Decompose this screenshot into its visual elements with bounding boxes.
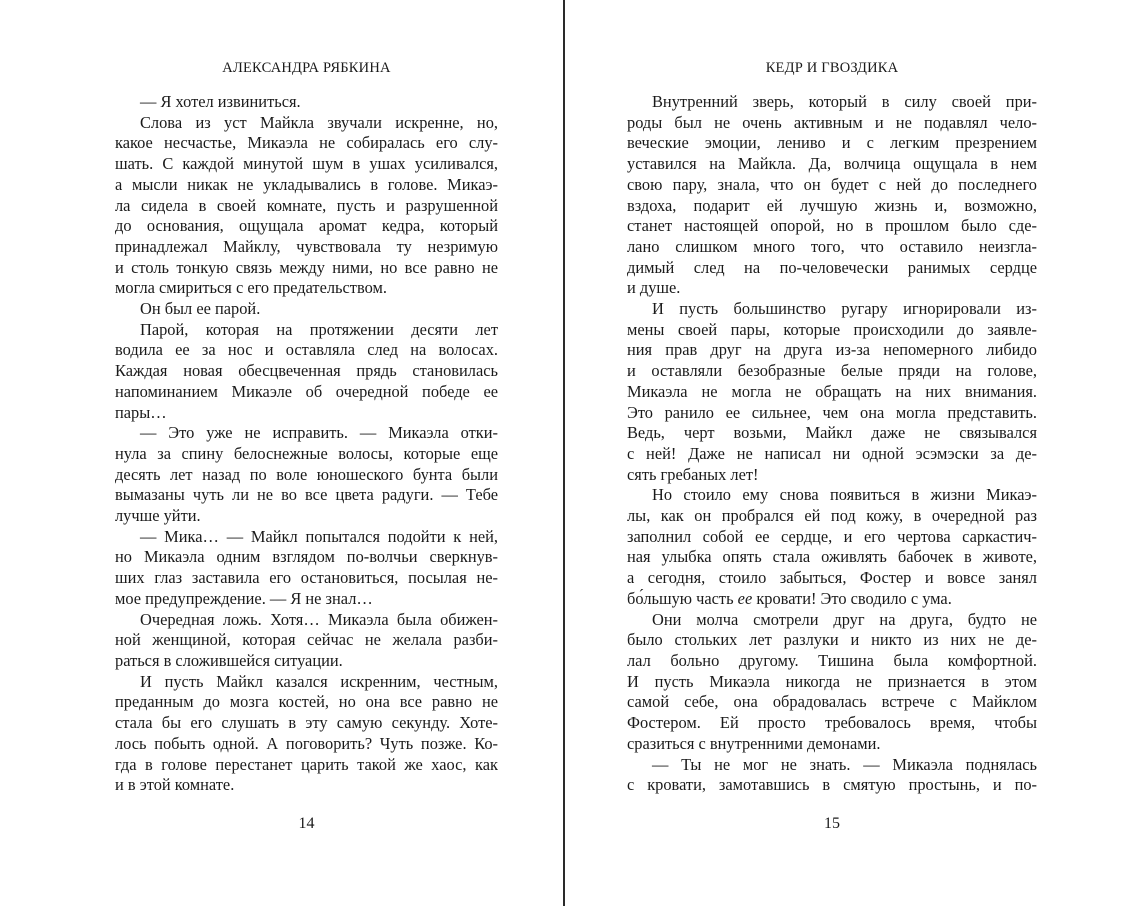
text-line: лось побыть одной. А поговорить? Чуть позже. Ко-: [115, 733, 498, 753]
page-number-right: 15: [824, 815, 840, 832]
text-line: Внутренний зверь, который в силу своей при-: [652, 92, 1037, 111]
text-line: пары…: [115, 402, 167, 422]
text-line: водила ее за нос и оставляла след на волосах.: [115, 340, 498, 360]
text-line: сразиться с внутренними демонами.: [627, 733, 881, 753]
text-line: свою пару, знала, что он будет с ней до последнего: [627, 174, 1037, 194]
text-line: лы, как он пробрался ей под кожу, в очередной раз: [627, 506, 1037, 526]
text-line: стала бы его слушать в эту самую секунду. Хоте-: [115, 713, 498, 733]
text-line: Микаэла не могла не обращать на них внимания.: [627, 381, 1037, 401]
right-page-body: [627, 92, 1037, 796]
text-line: уставился на Майкла. Да, волчица ощущала в нем: [627, 154, 1037, 174]
right-page: [627, 0, 1037, 906]
text-line: Но стоило ему снова появиться в жизни Микаэ-: [652, 485, 1037, 505]
text-line: а мысли никак не укладывались в голове. Микаэ-: [115, 174, 498, 194]
text-line: ла сидела в своей комнате, пусть и разрушенной: [115, 195, 498, 215]
text-line: мены своей пары, которые происходили до заявле-: [627, 319, 1037, 339]
text-line: роды был не очень активным и не подавлял чело-: [627, 112, 1037, 132]
text-line: бо́льшую часть ее кровати! Это сводило с ума.: [627, 588, 952, 608]
text-line: Ведь, черт возьми, Майкл даже не связывался: [627, 423, 1037, 443]
text-line: с кровати, замотавшись в смятую простынь, и по-: [627, 775, 1037, 795]
text-line: напоминанием Микаэле об очередной победе ее: [115, 381, 498, 401]
text-line: ной женщиной, которая сейчас не желала разби-: [115, 630, 498, 650]
text-line: заполнил собой ее сердце, и его чертова саркастич-: [627, 526, 1037, 546]
text-line: преданным до мозга костей, но она все равно не: [115, 692, 498, 712]
left-page: [115, 0, 498, 906]
text-line: веческие эмоции, лениво и с легким презрением: [627, 133, 1037, 153]
text-line: Это ранило ее сильнее, чем она могла представить.: [627, 402, 1037, 422]
text-line: И пусть Микаэла никогда не признается в этом: [627, 671, 1037, 691]
text-line: и в этой комнате.: [115, 775, 235, 795]
text-line: сять гребаных лет!: [627, 464, 759, 484]
text-line: десять лет назад по воле юношеского бунта были: [115, 464, 498, 484]
text-line: раться в сложившейся ситуации.: [115, 650, 343, 670]
text-line: а сегодня, стоило забыться, Фостер и вовсе занял: [627, 568, 1037, 588]
text-line: — Мика… — Майкл попытался подойти к ней,: [140, 526, 498, 546]
text-line: принадлежал Майклу, чувствовала ту незримую: [115, 236, 498, 256]
text-line: И пусть Майкл казался искренним, честным,: [140, 671, 498, 691]
text-line: ния прав друг на друга из-за непомерного либидо: [627, 340, 1037, 360]
text-line: лучше уйти.: [115, 506, 201, 526]
text-line: какое несчастье, Микаэла не собиралась его слу-: [115, 133, 498, 153]
left-page-body: [115, 92, 498, 796]
text-line: лано слишком много того, что оставило неизгла-: [627, 236, 1037, 256]
text-line: ших глаз заставила его остановиться, посылая не-: [115, 568, 498, 588]
text-line: вздоха, подарит ей лучшую жизнь и, возможно,: [627, 195, 1037, 215]
text-line: — Это уже не исправить. — Микаэла отки-: [140, 423, 498, 443]
text-line: — Ты не мог не знать. — Микаэла поднялась: [652, 754, 1037, 774]
text-line: Парой, которая на протяжении десяти лет: [140, 319, 498, 339]
text-line: мое предупреждение. — Я не знал…: [115, 588, 373, 608]
page-number-left: 14: [298, 815, 315, 832]
text-line: станет настоящей опорой, но в прошлом было сде-: [627, 216, 1037, 236]
text-line: но Микаэла одним взглядом по-волчьи сверкнув-: [115, 547, 498, 567]
text-line: Они молча смотрели друг на друга, будто не: [652, 609, 1037, 629]
text-line: димый след на по-человечески ранимых сердце: [627, 257, 1037, 277]
text-line: и душе.: [627, 278, 681, 298]
text-line: Слова из уст Майкла звучали искренне, но,: [140, 112, 498, 132]
text-line: и оставляли безобразные белые пряди на голове,: [627, 361, 1037, 381]
text-line: гда в голове перестанет царить такой же хаос, как: [115, 754, 498, 774]
text-line: шать. С каждой минутой шум в ушах усиливался,: [115, 154, 498, 174]
gutter-divider: [563, 0, 565, 906]
text-line: лал больно другому. Тишина была комфортной.: [627, 650, 1037, 670]
text-line: с ней! Даже не написал ни одной эсэмэски за де-: [627, 443, 1037, 463]
text-line: — Я хотел извиниться.: [140, 92, 301, 111]
text-line: самой себе, она обрадовалась встрече с Майклом: [627, 692, 1037, 712]
running-head-author: АЛЕКСАНДРА РЯБКИНА: [222, 60, 391, 76]
text-line: Очередная ложь. Хотя… Микаэла была обижен-: [140, 609, 498, 629]
text-line: И пусть большинство ругару игнорировали из-: [652, 299, 1037, 319]
text-line: было стольких лет разлуки и никто из них не де-: [627, 630, 1037, 650]
text-line: Он был ее парой.: [140, 299, 261, 319]
running-head-title: КЕДР И ГВОЗДИКА: [765, 60, 899, 76]
text-line: и столь тонкую связь между ними, но все равно не: [115, 257, 498, 277]
text-line: вымазаны чуть ли не во все цвета радуги. — Тебе: [115, 485, 498, 505]
text-line: до основания, ощущала аромат кедра, который: [115, 216, 498, 236]
text-line: Фостером. Ей просто требовалось время, чтобы: [627, 713, 1037, 733]
text-line: ная улыбка опять стала оживлять бабочек в животе,: [627, 547, 1037, 567]
text-line: нула за спину белоснежные волосы, которые еще: [115, 443, 498, 463]
text-line: могла смириться с его предательством.: [115, 278, 387, 298]
text-line: Каждая новая обесцвеченная прядь становилась: [115, 361, 498, 381]
